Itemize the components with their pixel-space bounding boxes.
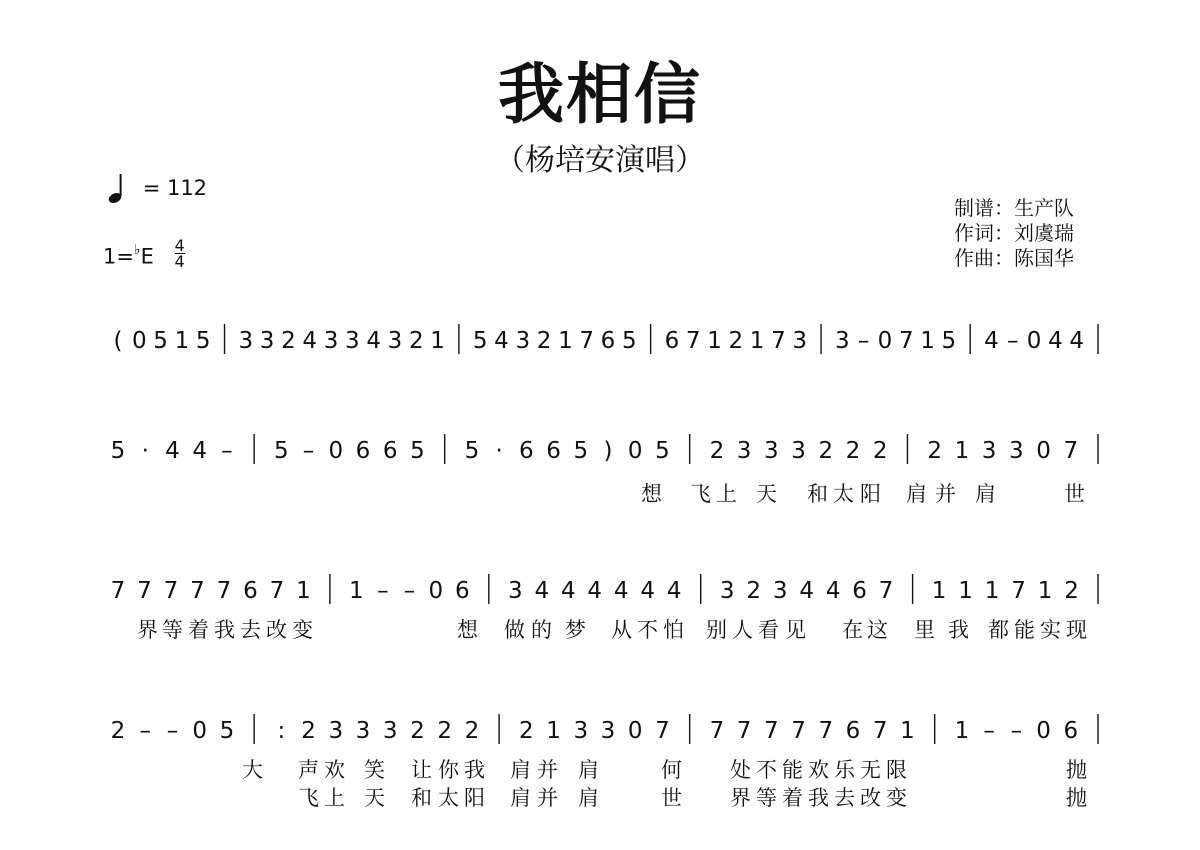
- lyric-syllable-verse2: 肩: [510, 786, 531, 810]
- note-digit: 7: [1011, 578, 1026, 604]
- note-digit: 1: [430, 328, 445, 354]
- note-digit: 2: [519, 718, 534, 744]
- note-digit: 0: [627, 438, 643, 464]
- lyric-syllable-verse2: 太: [438, 786, 459, 810]
- key-prefix: 1=: [103, 244, 134, 269]
- lyric-syllable-verse2: 等: [756, 786, 777, 810]
- lyric-syllable: 人: [732, 618, 753, 642]
- note-digit: 3: [573, 718, 589, 744]
- key-note: E: [140, 244, 154, 269]
- lyric-syllable-verse2: 并: [537, 786, 558, 810]
- lyric-syllable-verse2: 飞: [298, 786, 319, 810]
- note-digit: 7: [791, 718, 806, 744]
- dash-extension: –: [166, 718, 179, 744]
- note-digit: 7: [878, 578, 894, 604]
- lyric-syllable-verse2: 改: [860, 786, 881, 810]
- note-digit: 7: [269, 578, 285, 604]
- note-digit: 6: [600, 328, 616, 354]
- note-digit: 2: [281, 328, 296, 354]
- lyric-syllable-verse2: 界: [730, 786, 751, 810]
- notation-line: [0, 712, 1200, 822]
- note-digit: 7: [163, 578, 179, 604]
- lyric-syllable-verse2: 天: [364, 786, 385, 810]
- lyric-syllable: 变: [292, 618, 313, 642]
- note-digit: 3: [981, 438, 997, 464]
- lyric-syllable-verse2: 我: [808, 786, 829, 810]
- lyric-syllable: 欢: [324, 758, 345, 782]
- credits-block: [954, 196, 1074, 271]
- note-digit: 1: [349, 578, 364, 604]
- note-digit: 0: [131, 328, 147, 354]
- lyric-syllable: 笑: [364, 758, 385, 782]
- note-digit: 2: [536, 328, 552, 354]
- note-digit: 5: [110, 438, 126, 464]
- lyric-syllable-verse2: 着: [782, 786, 803, 810]
- lyric-syllable-verse2: 阳: [464, 786, 485, 810]
- note-digit: 4: [1048, 328, 1063, 354]
- note-digit: 7: [736, 718, 752, 744]
- note-digit: 3: [791, 438, 806, 464]
- note-digit: 0: [328, 438, 344, 464]
- note-digit: 2: [1064, 578, 1079, 604]
- note-digit: 4: [494, 328, 509, 354]
- note-digit: 6: [845, 718, 861, 744]
- note-digit: 1: [707, 328, 722, 354]
- note-digit: 3: [835, 328, 850, 354]
- note-digit: 3: [772, 578, 788, 604]
- lyric-syllable: 肩: [578, 758, 599, 782]
- note-digit: 5: [941, 328, 957, 354]
- note-digit: 0: [627, 718, 643, 744]
- note-digit: 4: [1069, 328, 1085, 354]
- lyric-syllable: 现: [1066, 618, 1087, 642]
- lyric-syllable: 想: [457, 618, 478, 642]
- lyric-syllable: 让: [411, 758, 432, 782]
- note-digit: 5: [410, 438, 425, 464]
- lyric-syllable: 天: [756, 482, 777, 506]
- lyric-syllable: 梦: [565, 618, 586, 642]
- note-digit: 7: [579, 328, 595, 354]
- meter-top: 4: [174, 236, 185, 255]
- note-digit: 7: [818, 718, 834, 744]
- note-digit: 3: [355, 718, 371, 744]
- lyric-syllable: 太: [833, 482, 854, 506]
- flat-sign: ♭: [133, 241, 141, 258]
- note-digit: 7: [216, 578, 232, 604]
- lyric-syllable-verse2: 世: [661, 786, 682, 810]
- lyric-syllable: 想: [641, 482, 662, 506]
- note-digit: 2: [437, 718, 452, 744]
- tempo-marking: [106, 172, 207, 206]
- lyric-syllable: 做: [504, 618, 525, 642]
- note-digit: 4: [799, 578, 814, 604]
- note-digit: 6: [382, 438, 398, 464]
- note-digit: :: [277, 718, 286, 744]
- lyric-syllable: 见: [785, 618, 806, 642]
- dash-extension: –: [1010, 718, 1023, 744]
- note-digit: 2: [818, 438, 834, 464]
- lyric-syllable: 抛: [1066, 758, 1087, 782]
- key-signature: [103, 236, 185, 273]
- note-digit: 7: [898, 328, 914, 354]
- note-digit: 3: [515, 328, 531, 354]
- note-digit: 7: [655, 718, 670, 744]
- lyric-syllable: 别: [706, 618, 727, 642]
- dash-extension: –: [403, 578, 416, 604]
- note-digit: 4: [666, 578, 682, 604]
- note-digit: 4: [587, 578, 603, 604]
- note-digit: 6: [519, 438, 534, 464]
- lyric-syllable: 处: [730, 758, 751, 782]
- lyric-syllable: 你: [438, 758, 459, 782]
- note-digit: 2: [872, 438, 888, 464]
- lyric-syllable: 何: [661, 758, 682, 782]
- note-digit: 6: [546, 438, 561, 464]
- note-digit: 1: [900, 718, 915, 744]
- note-digit: 7: [771, 328, 786, 354]
- note-digit: 7: [764, 718, 779, 744]
- note-digit: 1: [931, 578, 947, 604]
- note-digit: 5: [472, 328, 488, 354]
- note-digit: 6: [852, 578, 867, 604]
- tempo-value: = 112: [142, 176, 208, 200]
- lyric-syllable: 欢: [808, 758, 829, 782]
- note-digit: 1: [749, 328, 765, 354]
- note-digit: 3: [507, 578, 523, 604]
- note-digit: 0: [877, 328, 893, 354]
- note-digit: 3: [764, 438, 779, 464]
- lyric-syllable: 限: [886, 758, 907, 782]
- note-digit: 3: [1009, 438, 1024, 464]
- note-digit: 1: [954, 718, 970, 744]
- note-digit: 7: [110, 578, 126, 604]
- note-digit: ·: [495, 438, 503, 464]
- note-digit: 7: [190, 578, 205, 604]
- note-digit: 4: [560, 578, 576, 604]
- lyric-syllable: 阳: [860, 482, 881, 506]
- credit-line: 作曲：陈国华: [954, 246, 1074, 270]
- dash-extension: –: [139, 718, 151, 744]
- note-digit: 1: [174, 328, 190, 354]
- dash-extension: –: [983, 718, 995, 744]
- lyric-syllable-verse2: 去: [834, 786, 855, 810]
- note-digit: 7: [137, 578, 152, 604]
- note-digit: 6: [664, 328, 680, 354]
- lyric-syllable: 实: [1040, 618, 1061, 642]
- dash-extension: –: [1007, 328, 1019, 354]
- lyric-syllable: 这: [867, 618, 888, 642]
- note-digit: 0: [1036, 718, 1051, 744]
- lyric-syllable: 里: [914, 618, 935, 642]
- note-digit: 3: [259, 328, 275, 354]
- note-digit: 2: [464, 718, 480, 744]
- note-digit: 5: [153, 328, 168, 354]
- dash-extension: –: [221, 438, 233, 464]
- dash-extension: –: [857, 328, 870, 354]
- notation-line: [0, 432, 1200, 542]
- note-digit: 4: [984, 328, 999, 354]
- note-digit: 2: [845, 438, 861, 464]
- lyric-syllable: 并: [935, 482, 956, 506]
- lyric-syllable: 的: [531, 618, 552, 642]
- lyric-syllable: 在: [842, 618, 863, 642]
- note-digit: 6: [1063, 718, 1079, 744]
- note-digit: 3: [382, 718, 398, 744]
- time-signature: [175, 238, 185, 269]
- lyric-syllable: 无: [860, 758, 881, 782]
- lyric-syllable-verse2: 抛: [1066, 786, 1087, 810]
- note-digit: 5: [464, 438, 480, 464]
- note-digit: 3: [328, 718, 344, 744]
- lyric-syllable-verse2: 肩: [578, 786, 599, 810]
- note-digit: 0: [428, 578, 444, 604]
- lyric-syllable: 去: [240, 618, 261, 642]
- lyric-syllable: 世: [1064, 482, 1085, 506]
- lyric-syllable: 着: [188, 618, 209, 642]
- note-digit: 1: [958, 578, 973, 604]
- dash-extension: –: [377, 578, 389, 604]
- lyric-syllable: 都: [988, 618, 1009, 642]
- note-digit: 6: [243, 578, 258, 604]
- note-digit: 1: [920, 328, 935, 354]
- note-digit: 1: [296, 578, 311, 604]
- note-digit: 5: [195, 328, 211, 354]
- note-digit: 5: [655, 438, 670, 464]
- note-digit: 2: [709, 438, 725, 464]
- song-subtitle: （杨培安演唱）: [495, 143, 705, 178]
- note-digit: 7: [1063, 438, 1079, 464]
- lyric-syllable: 等: [162, 618, 183, 642]
- note-digit: 4: [165, 438, 180, 464]
- note-digit: 5: [573, 438, 589, 464]
- lyric-syllable: 不: [756, 758, 777, 782]
- note-digit: 4: [192, 438, 207, 464]
- note-digit: 3: [719, 578, 735, 604]
- meter-bottom: 4: [174, 252, 185, 271]
- lyric-syllable: 我: [464, 758, 485, 782]
- note-digit: 3: [387, 328, 403, 354]
- lyric-syllable: 我: [214, 618, 235, 642]
- lyric-syllable-verse2: 和: [411, 786, 432, 810]
- lyric-syllable: 改: [266, 618, 287, 642]
- note-digit: (: [113, 328, 123, 354]
- note-digit: 4: [302, 328, 318, 354]
- note-digit: 1: [984, 578, 1000, 604]
- lyric-syllable-verse2: 上: [324, 786, 345, 810]
- lyric-syllable: 能: [1014, 618, 1035, 642]
- note-digit: 3: [238, 328, 254, 354]
- credit-line: 制谱：生产队: [954, 196, 1074, 220]
- credit-line: 作词：刘虞瑞: [954, 221, 1074, 245]
- quarter-note-icon: [106, 172, 128, 206]
- lyric-syllable: 大: [242, 758, 263, 782]
- dash-extension: –: [302, 438, 315, 464]
- note-digit: 4: [366, 328, 381, 354]
- lyric-syllable: 从: [611, 618, 632, 642]
- note-digit: 3: [600, 718, 616, 744]
- note-digit: 0: [192, 718, 207, 744]
- lyric-syllable: 我: [948, 618, 969, 642]
- lyric-syllable: 飞: [690, 482, 711, 506]
- note-digit: 1: [1037, 578, 1053, 604]
- lyric-syllable: 肩: [975, 482, 996, 506]
- note-digit: 6: [455, 578, 470, 604]
- note-digit: 1: [546, 718, 561, 744]
- song-title: 我相信: [498, 56, 702, 133]
- note-digit: 3: [345, 328, 360, 354]
- note-digit: 2: [728, 328, 744, 354]
- lyric-syllable: 能: [782, 758, 803, 782]
- note-digit: 5: [621, 328, 637, 354]
- note-digit: 1: [558, 328, 573, 354]
- lyric-syllable: 看: [758, 618, 779, 642]
- note-digit: 2: [110, 718, 126, 744]
- note-digit: 4: [825, 578, 841, 604]
- lyric-syllable: 肩: [906, 482, 927, 506]
- note-digit: 4: [640, 578, 656, 604]
- lyric-syllable: 上: [716, 482, 737, 506]
- note-digit: 7: [709, 718, 725, 744]
- note-digit: 2: [746, 578, 761, 604]
- lyric-syllable: 并: [537, 758, 558, 782]
- note-digit: 3: [736, 438, 752, 464]
- note-digit: 2: [408, 328, 424, 354]
- lyric-syllable: 肩: [510, 758, 531, 782]
- lyric-syllable: 声: [298, 758, 319, 782]
- lyric-syllable-verse2: 变: [886, 786, 907, 810]
- lyric-syllable: 不: [637, 618, 658, 642]
- lyric-syllable: 和: [807, 482, 828, 506]
- note-digit: 7: [872, 718, 888, 744]
- note-digit: 3: [792, 328, 808, 354]
- notation-line: [0, 322, 1200, 432]
- note-digit: 4: [613, 578, 629, 604]
- note-digit: 5: [219, 718, 235, 744]
- lyric-syllable: 界: [137, 618, 158, 642]
- note-digit: 0: [1036, 438, 1051, 464]
- lyric-syllable: 乐: [834, 758, 855, 782]
- note-digit: 2: [301, 718, 316, 744]
- note-digit: 2: [927, 438, 942, 464]
- lyric-syllable: 怕: [663, 618, 684, 642]
- note-digit: 3: [323, 328, 339, 354]
- note-digit: 0: [1026, 328, 1042, 354]
- note-digit: 5: [274, 438, 289, 464]
- note-digit: 4: [534, 578, 550, 604]
- note-digit: ·: [141, 438, 149, 464]
- note-digit: 7: [685, 328, 701, 354]
- note-digit: 6: [355, 438, 371, 464]
- note-digit: 2: [410, 718, 425, 744]
- note-digit: ): [603, 438, 613, 464]
- note-digit: 1: [954, 438, 970, 464]
